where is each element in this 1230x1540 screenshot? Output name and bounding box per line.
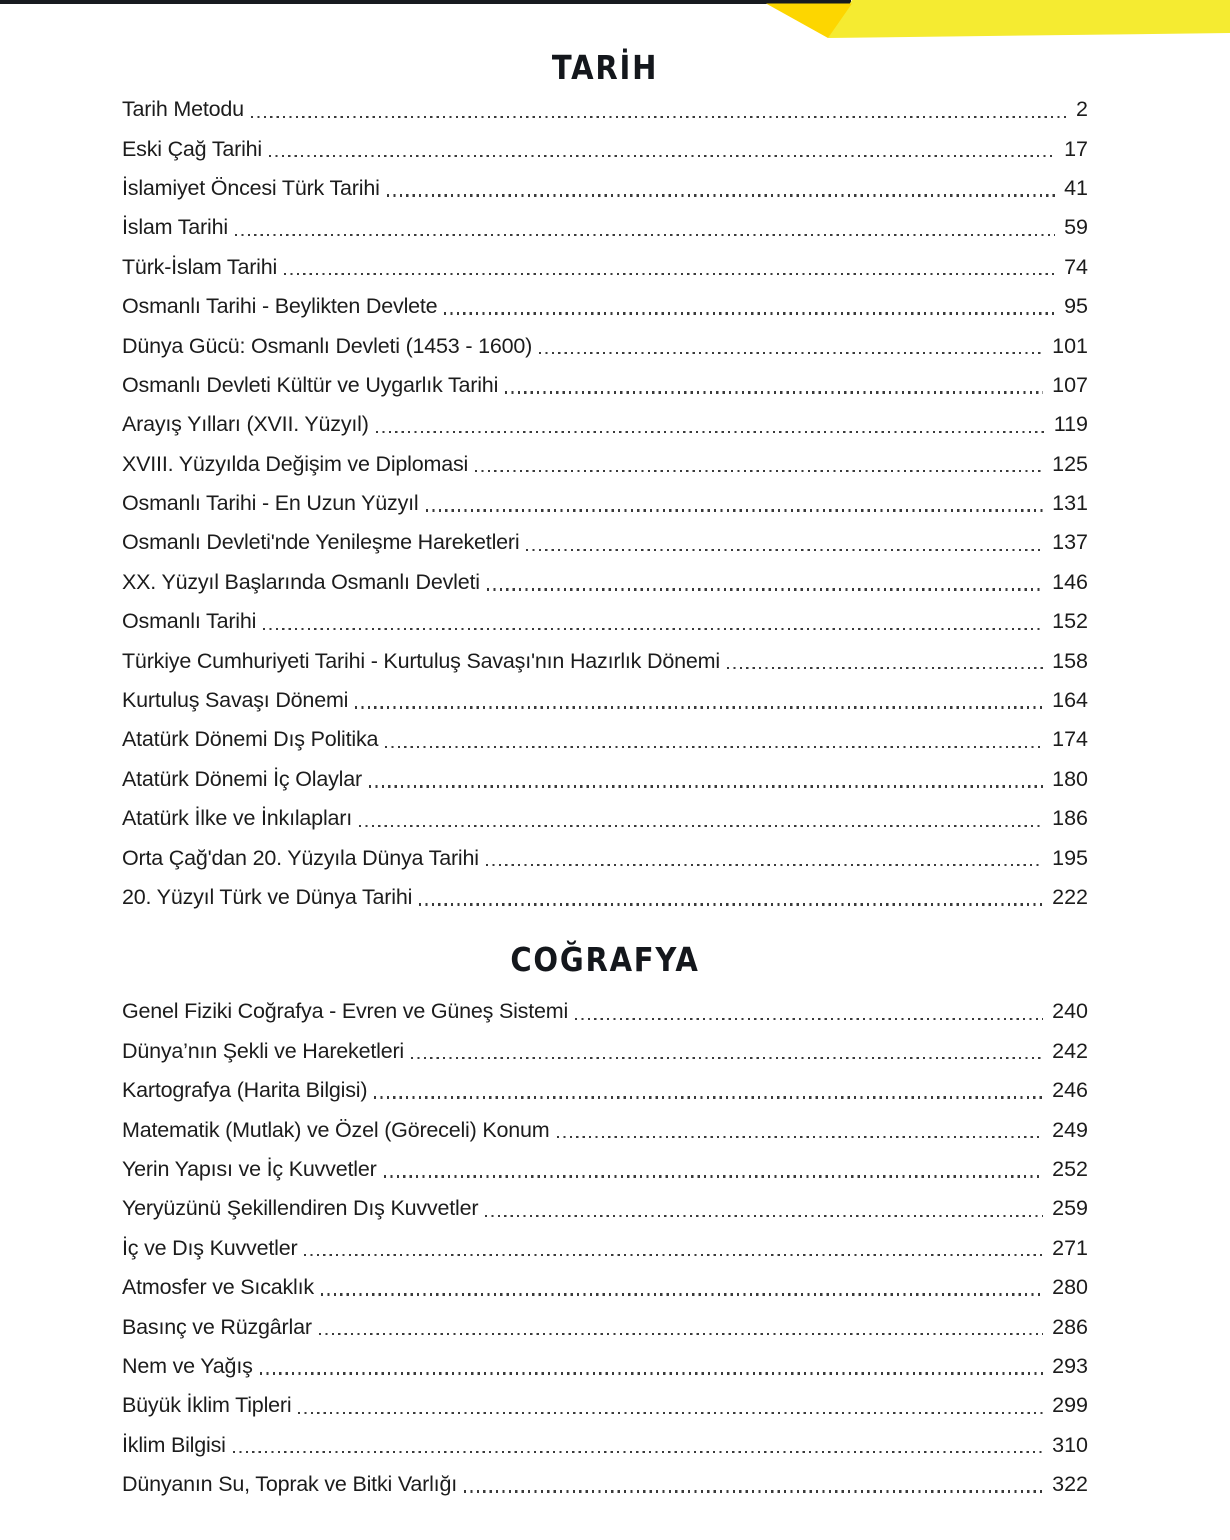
toc-entry: [122, 445, 1088, 484]
toc-entry: [122, 641, 1088, 680]
toc-entry-page-number: 240: [1052, 999, 1088, 1024]
dot-leader: [321, 1268, 1043, 1307]
toc-entry-page-number: 186: [1052, 806, 1088, 831]
toc-entry-label: Osmanlı Devleti Kültür ve Uygarlık Tarihi: [122, 372, 499, 397]
toc-entry-page-number: 146: [1052, 569, 1088, 594]
toc-entry: [122, 523, 1088, 562]
toc-entry-label: İklim Bilgisi: [122, 1432, 226, 1457]
toc-entry-page-number: 74: [1064, 254, 1088, 279]
toc-entry: [122, 208, 1088, 247]
toc-entry-label: XVIII. Yüzyılda Değişim ve Diplomasi: [122, 451, 469, 476]
dot-leader: [359, 799, 1043, 838]
toc-entry-page-number: 242: [1052, 1038, 1088, 1063]
toc-entry-page-number: 286: [1052, 1314, 1088, 1339]
toc-entry: [122, 1189, 1088, 1228]
toc-entry-label: Yeryüzünü Şekillendiren Dış Kuvvetler: [122, 1196, 479, 1221]
toc-entry-page-number: 174: [1052, 727, 1088, 752]
toc-entry-label: Dünyanın Su, Toprak ve Bitki Varlığı: [122, 1472, 457, 1497]
toc-entry-page-number: 152: [1052, 609, 1088, 634]
toc-entry: [122, 248, 1088, 287]
toc-entry-label: Eski Çağ Tarihi: [122, 136, 262, 161]
toc-entry-page-number: 322: [1052, 1472, 1088, 1497]
toc-entry-page-number: 293: [1052, 1353, 1088, 1378]
toc-entry: [122, 1386, 1088, 1425]
toc-entry: [122, 878, 1088, 917]
toc-entry: [122, 169, 1088, 208]
dot-leader: [487, 563, 1043, 602]
toc-entry-label: Tarih Metodu: [122, 97, 244, 122]
dot-leader: [369, 760, 1043, 799]
toc-entry: [122, 992, 1088, 1031]
toc-entry-label: Arayış Yılları (XVII. Yüzyıl): [122, 412, 369, 437]
dot-leader: [304, 1229, 1043, 1268]
dot-leader: [419, 878, 1043, 917]
dot-leader: [260, 1347, 1043, 1386]
toc-entry-label: Orta Çağ'dan 20. Yüzyıla Dünya Tarihi: [122, 845, 479, 870]
toc-entry-label: İslamiyet Öncesi Türk Tarihi: [122, 175, 380, 200]
toc-entry-page-number: 299: [1052, 1393, 1088, 1418]
toc-entry-page-number: 164: [1052, 688, 1088, 713]
toc-entry-label: Genel Fiziki Coğrafya - Evren ve Güneş Sistemi: [122, 999, 569, 1024]
dot-leader: [575, 992, 1043, 1031]
dot-leader: [269, 129, 1055, 168]
toc-entry-page-number: 310: [1052, 1432, 1088, 1457]
toc-entry-page-number: 125: [1052, 451, 1088, 476]
toc-entry: [122, 1150, 1088, 1189]
dot-leader: [444, 287, 1055, 326]
dot-leader: [475, 445, 1043, 484]
toc-entry: [122, 287, 1088, 326]
toc-entry: [122, 484, 1088, 523]
toc-entry-label: İç ve Dış Kuvvetler: [122, 1235, 298, 1260]
dot-leader: [485, 1189, 1043, 1228]
toc-entry-page-number: 107: [1052, 372, 1088, 397]
toc-entry-label: Atatürk Dönemi İç Olaylar: [122, 766, 362, 791]
toc-entry-label: Türk-İslam Tarihi: [122, 254, 278, 279]
toc-entry-label: Yerin Yapısı ve İç Kuvvetler: [122, 1156, 377, 1181]
dot-leader: [526, 523, 1043, 562]
dot-leader: [319, 1307, 1043, 1346]
toc-entry-page-number: 131: [1052, 491, 1088, 516]
dot-leader: [539, 326, 1043, 365]
toc-entry-page-number: 222: [1052, 885, 1088, 909]
toc-entry-label: Türkiye Cumhuriyeti Tarihi - Kurtuluş Savaşı'nın Hazırlık Dönemi: [122, 648, 720, 673]
toc-entry-page-number: 249: [1052, 1117, 1088, 1142]
top-rule: [0, 0, 851, 4]
toc-entry: [122, 1465, 1088, 1504]
toc-entry-page-number: 17: [1064, 136, 1088, 161]
toc-entry: [122, 1110, 1088, 1149]
toc-entry-label: Atatürk İlke ve İnkılapları: [122, 806, 353, 831]
toc-entry-page-number: 252: [1052, 1156, 1088, 1181]
dot-leader: [251, 90, 1067, 129]
toc-entry-page-number: 95: [1064, 294, 1088, 319]
toc-entry: [122, 1268, 1088, 1307]
toc-entry-label: Osmanlı Tarihi - Beylikten Devlete: [122, 294, 438, 319]
toc-section: [122, 46, 1088, 917]
toc-entry-label: Dünya Gücü: Osmanlı Devleti (1453 - 1600): [122, 333, 533, 358]
toc-entry-page-number: 2: [1076, 97, 1088, 122]
dot-leader: [235, 208, 1055, 247]
dot-leader: [374, 1071, 1043, 1110]
dot-leader: [411, 1032, 1043, 1071]
toc-entry: [122, 1426, 1088, 1465]
toc-entry: [122, 799, 1088, 838]
toc-entry-page-number: 41: [1064, 175, 1088, 200]
toc-entry-label: XX. Yüzyıl Başlarında Osmanlı Devleti: [122, 569, 480, 594]
toc-entry-page-number: 259: [1052, 1196, 1088, 1221]
toc-entry-label: Nem ve Yağış: [122, 1353, 253, 1378]
dot-leader: [355, 681, 1043, 720]
toc-entry-page-number: 101: [1052, 333, 1088, 358]
toc-section: [122, 938, 1088, 1504]
toc-entry-page-number: 195: [1052, 845, 1088, 870]
toc-entry-page-number: 180: [1052, 766, 1088, 791]
toc-entry-label: Kartografya (Harita Bilgisi): [122, 1078, 368, 1103]
toc-entry: [122, 838, 1088, 877]
dot-leader: [233, 1426, 1043, 1465]
toc-entry: [122, 1307, 1088, 1346]
yellow-banner: [828, 0, 1230, 38]
toc-entry-page-number: 246: [1052, 1078, 1088, 1103]
dot-leader: [298, 1386, 1043, 1425]
toc-entry: [122, 129, 1088, 168]
toc-entry-label: Basınç ve Rüzgârlar: [122, 1314, 312, 1339]
toc-entry: [122, 1071, 1088, 1110]
dot-leader: [426, 484, 1044, 523]
toc-entry: [122, 1032, 1088, 1071]
toc-entry: [122, 1347, 1088, 1386]
dot-leader: [387, 169, 1055, 208]
toc-entry-label: Atatürk Dönemi Dış Politika: [122, 727, 379, 752]
toc-entry: [122, 602, 1088, 641]
dot-leader: [464, 1465, 1043, 1504]
toc-entry-label: Osmanlı Tarihi - En Uzun Yüzyıl: [122, 491, 419, 516]
toc-entry-label: Osmanlı Tarihi: [122, 609, 257, 634]
section-title: TARİH: [551, 48, 659, 87]
toc-entry-label: Osmanlı Devleti'nde Yenileşme Hareketleri: [122, 530, 520, 555]
dot-leader: [557, 1110, 1044, 1149]
toc-entry-page-number: 271: [1052, 1235, 1088, 1260]
section-title: COĞRAFYA: [510, 940, 700, 980]
dot-leader: [384, 1150, 1044, 1189]
toc-entry: [122, 1229, 1088, 1268]
toc-entry: [122, 90, 1088, 129]
toc-entry: [122, 563, 1088, 602]
dot-leader: [284, 248, 1055, 287]
toc-entry-page-number: 59: [1064, 215, 1088, 240]
toc-entry: [122, 326, 1088, 365]
toc-entry: [122, 366, 1088, 405]
header-decoration: [0, 0, 1230, 46]
dot-leader: [727, 641, 1043, 680]
toc-entry-label: Büyük İklim Tipleri: [122, 1393, 292, 1418]
dot-leader: [385, 720, 1043, 759]
toc-entry-label: Dünya’nın Şekli ve Hareketleri: [122, 1038, 404, 1063]
toc-entry: [122, 760, 1088, 799]
toc-entry: [122, 405, 1088, 444]
dot-leader: [505, 366, 1043, 405]
toc-entry-page-number: 119: [1053, 412, 1088, 437]
toc-entry-label: Atmosfer ve Sıcaklık: [122, 1275, 314, 1300]
dot-leader: [376, 405, 1045, 444]
toc-entry: [122, 720, 1088, 759]
table-of-contents: [122, 46, 1088, 1504]
toc-entry-label: Kurtuluş Savaşı Dönemi: [122, 688, 349, 713]
toc-entry-label: Matematik (Mutlak) ve Özel (Göreceli) Konum: [122, 1117, 550, 1142]
toc-entry-label: 20. Yüzyıl Türk ve Dünya Tarihi: [122, 885, 413, 909]
dot-leader: [486, 838, 1043, 877]
toc-entry-page-number: 158: [1052, 648, 1088, 673]
toc-entry-page-number: 280: [1052, 1275, 1088, 1300]
dot-leader: [263, 602, 1043, 641]
toc-entry-page-number: 137: [1052, 530, 1088, 555]
toc-entry: [122, 681, 1088, 720]
toc-entry-label: İslam Tarihi: [122, 215, 228, 240]
